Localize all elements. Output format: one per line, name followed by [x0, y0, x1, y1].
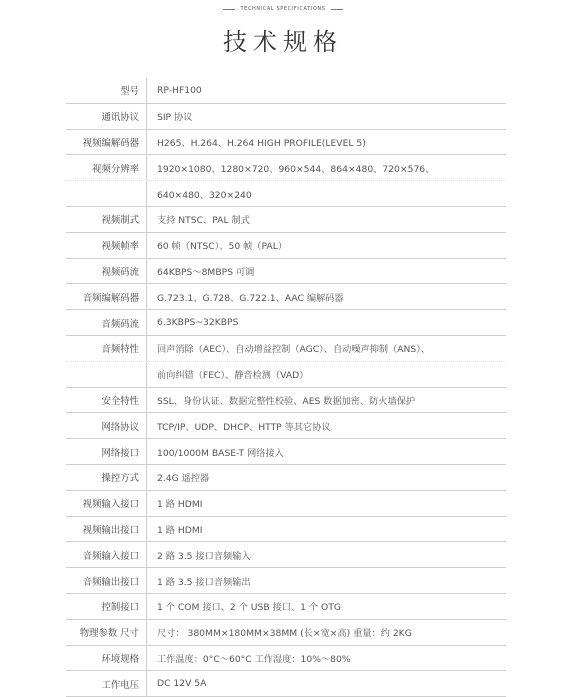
spec-row [66, 568, 506, 594]
spec-label: 视频分辨率 [66, 155, 147, 180]
divider-right [331, 9, 343, 10]
spec-row [66, 181, 506, 207]
spec-value: 1 路 3.5 接口音频输出 [157, 576, 251, 588]
spec-row [66, 259, 506, 285]
spec-label: 音频码流 [66, 310, 147, 335]
spec-row [66, 130, 506, 156]
spec-row [66, 517, 506, 543]
page-title: 技术规格 [223, 28, 343, 56]
spec-row [66, 491, 506, 517]
spec-label: 音频编解码器 [66, 284, 147, 309]
spec-value: TCP/IP、UDP、DHCP、HTTP 等其它协议 [157, 421, 331, 433]
spec-value: 工作温度：0°C〜60°C 工作湿度：10%〜80% [157, 653, 351, 665]
spec-label: 网络接口 [66, 439, 147, 464]
spec-value: DC 12V 5A [157, 678, 207, 690]
spec-row [66, 310, 506, 336]
spec-value: 60 帧（NTSC）、50 帧（PAL） [157, 241, 288, 253]
spec-row [66, 594, 506, 620]
spec-row [66, 388, 506, 414]
spec-label: 视频输入接口 [66, 491, 147, 516]
spec-label [66, 362, 147, 387]
spec-label: 通讯协议 [66, 104, 147, 129]
spec-value: H265、H.264、H.264 HIGH PROFILE(LEVEL 5) [157, 137, 366, 149]
spec-label: 安全特性 [66, 388, 147, 413]
spec-label: 视频编解码器 [66, 130, 147, 155]
spec-row [66, 336, 506, 362]
spec-label [66, 181, 147, 206]
spec-table [66, 78, 506, 697]
divider-left [223, 9, 235, 10]
spec-label: 视频制式 [66, 207, 147, 232]
spec-label: 视频输出接口 [66, 517, 147, 542]
spec-label: 控制接口 [66, 594, 147, 619]
spec-value: 1 个 COM 接口、2 个 USB 接口、1 个 OTG [157, 602, 341, 614]
spec-label: 音频特性 [66, 336, 147, 361]
spec-value: 1 路 HDMI [157, 524, 203, 536]
spec-row [66, 439, 506, 465]
spec-value: SSL、身份认证、数据完整性校验、AES 数据加密、防火墙保护 [157, 395, 416, 407]
spec-value: 2 路 3.5 接口音频输入 [157, 550, 251, 562]
spec-label: 环境规格 [66, 646, 147, 671]
spec-row [66, 362, 506, 388]
spec-label: 工作电压 [66, 671, 147, 696]
spec-row [66, 78, 506, 104]
spec-row [66, 155, 506, 181]
spec-label: 视频码流 [66, 259, 147, 284]
spec-label: 操控方式 [66, 465, 147, 490]
spec-row [66, 207, 506, 233]
spec-value: 1920×1080、1280×720、960×544、864×480、720×576、 [157, 163, 435, 175]
spec-value: RP-HF100 [157, 84, 202, 96]
spec-row [66, 542, 506, 568]
spec-label: 音频输入接口 [66, 542, 147, 567]
spec-row [66, 233, 506, 259]
spec-label: 音频输出接口 [66, 568, 147, 593]
spec-value: 支持 NTSC、PAL 制式 [157, 215, 250, 227]
spec-row [66, 104, 506, 130]
spec-value: 1 路 HDMI [157, 499, 203, 511]
spec-value: 尺寸： 380MM×180MM×38MM (长×宽×高) 重量：约 2KG [157, 628, 412, 640]
spec-value: 6.3KBPS~32KBPS [157, 317, 239, 329]
spec-label: 物理参数 尺寸 [66, 620, 147, 645]
spec-label: 网络协议 [66, 413, 147, 438]
spec-row [66, 465, 506, 491]
eyebrow [0, 6, 566, 12]
spec-value: 2.4G 遥控器 [157, 473, 210, 485]
spec-value: G.723.1、G.728、G.722.1、AAC 编解码器 [157, 292, 344, 304]
spec-row [66, 646, 506, 672]
spec-label: 型号 [66, 78, 147, 103]
spec-row [66, 413, 506, 439]
eyebrow-text: TECHNICAL SPECIFICATIONS [240, 6, 326, 12]
spec-value: 回声消除（AEC）、自动增益控制（AGC）、自动噪声抑制（ANS）、 [157, 344, 431, 356]
spec-row [66, 284, 506, 310]
spec-row [66, 671, 506, 697]
spec-value: 100/1000M BASE-T 网络接入 [157, 447, 284, 459]
spec-row [66, 620, 506, 646]
spec-value: 640×480、320×240 [157, 189, 252, 201]
spec-value: 前向纠错（FEC）、静音检测（VAD） [157, 370, 309, 382]
spec-value: SIP 协议 [157, 112, 193, 124]
spec-value: 64KBPS〜8MBPS 可调 [157, 266, 255, 278]
spec-label: 视频帧率 [66, 233, 147, 258]
